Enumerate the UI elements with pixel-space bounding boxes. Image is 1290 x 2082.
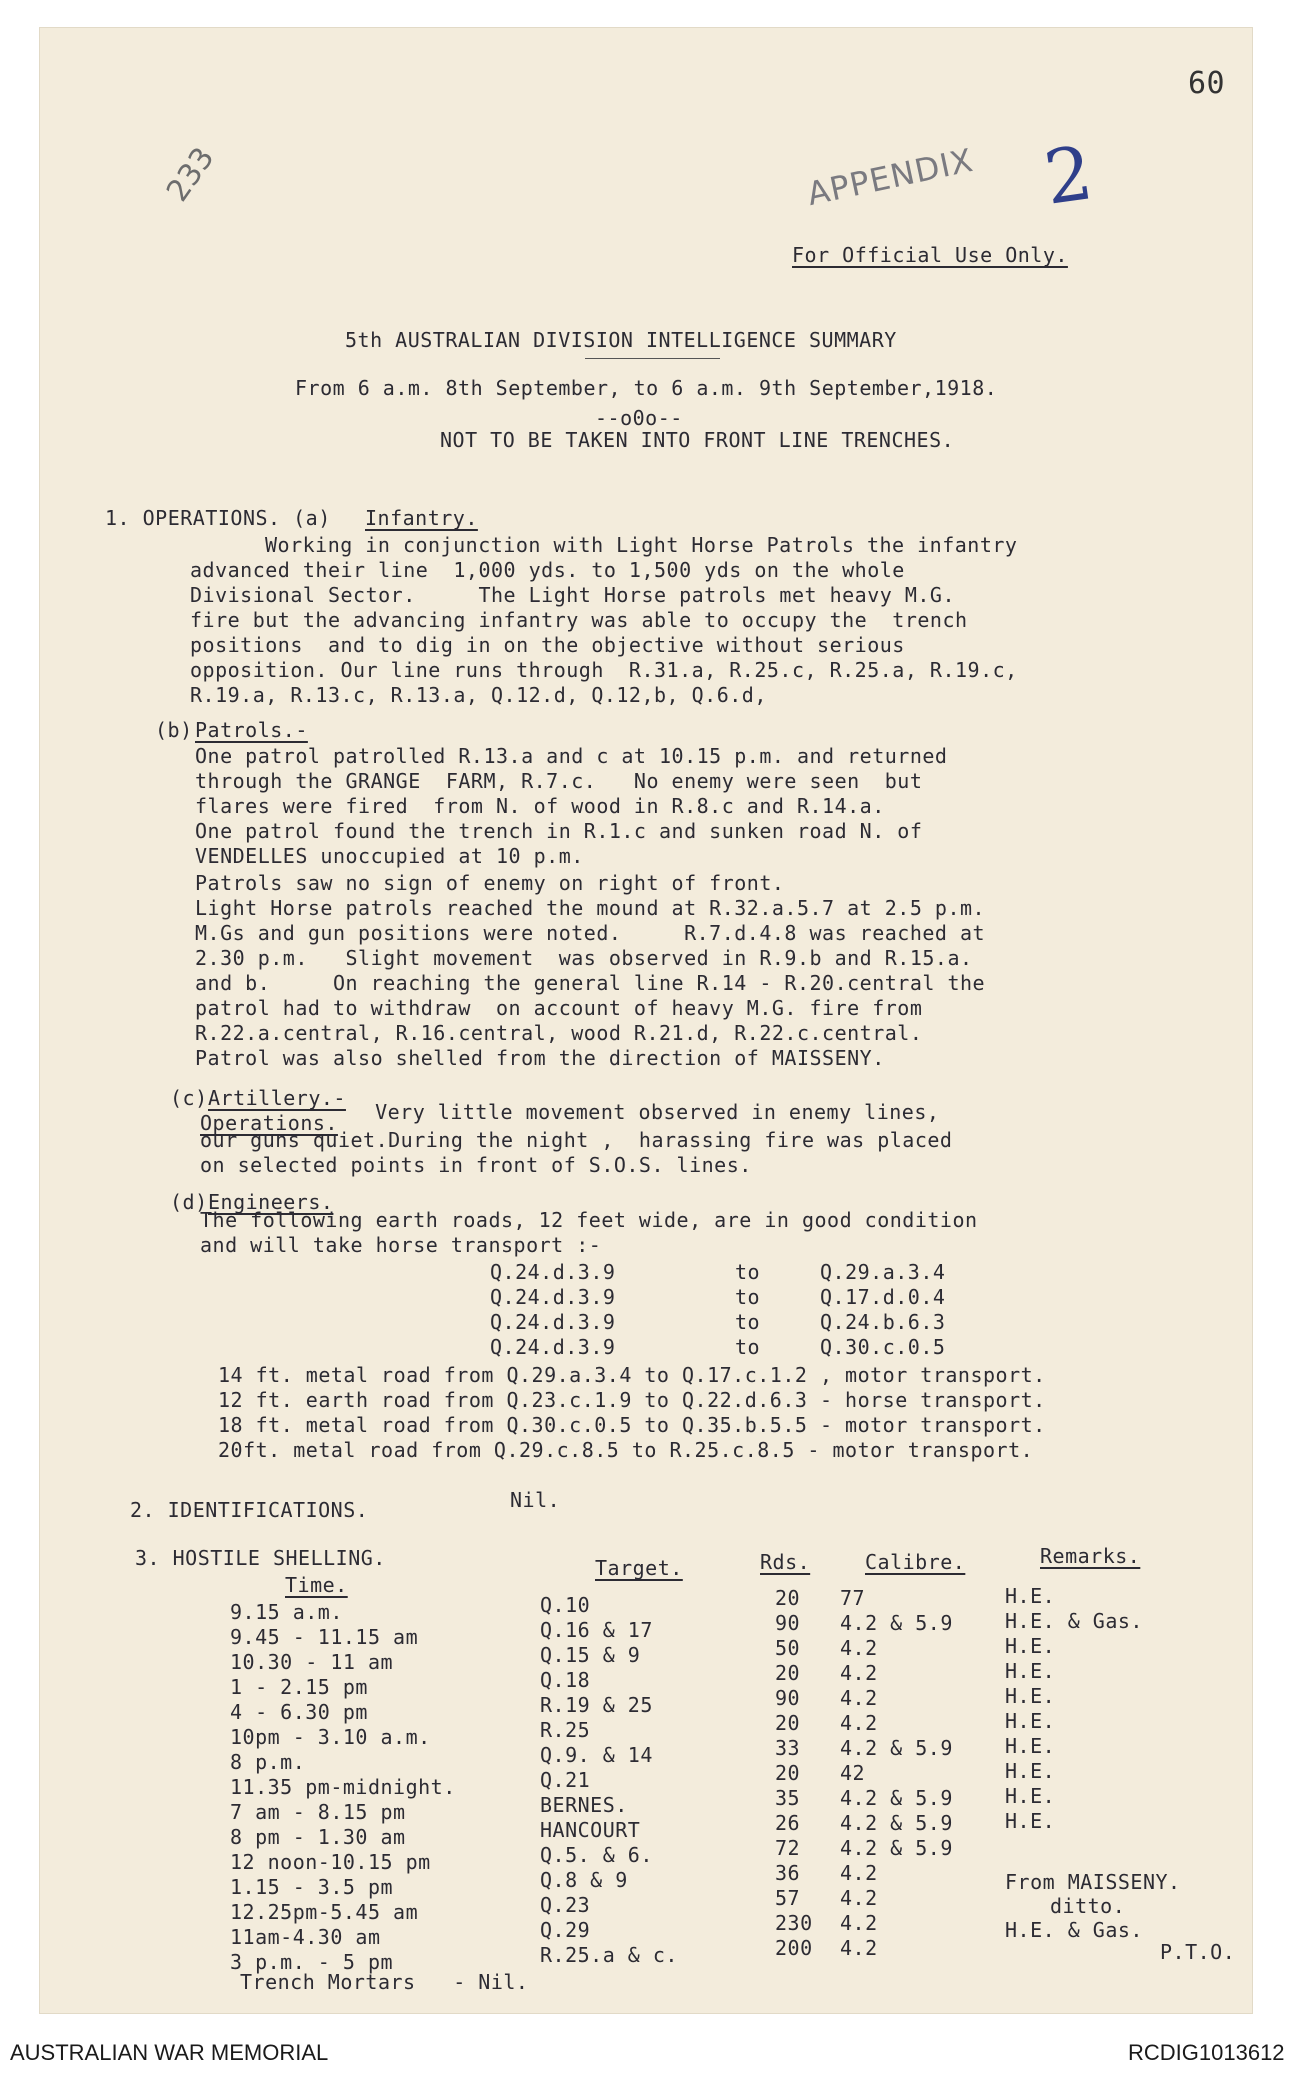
pto-note: P.T.O. xyxy=(1160,1940,1236,1964)
text-line: and will take horse transport :- xyxy=(200,1233,602,1257)
cell-calibre: 4.2 xyxy=(840,1911,878,1935)
cell-time: 12 noon-10.15 pm xyxy=(230,1850,431,1874)
text-line: advanced their line 1,000 yds. to 1,500 yds on the whole xyxy=(190,558,905,582)
cell-target: Q.5. & 6. xyxy=(540,1843,653,1867)
cell-target: Q.18 xyxy=(540,1668,591,1692)
period: From 6 a.m. 8th September, to 6 a.m. 9th September,1918. xyxy=(295,376,998,400)
cell-time: 11am-4.30 am xyxy=(230,1925,381,1949)
cell-calibre: 4.2 xyxy=(840,1861,878,1885)
document-sheet xyxy=(40,28,1252,2013)
cell-remarks: H.E. xyxy=(1005,1734,1056,1758)
classification: For Official Use Only. xyxy=(792,243,1068,267)
cell-time: 9.45 - 11.15 am xyxy=(230,1625,419,1649)
text-line: 20ft. metal road from Q.29.c.8.5 to R.25.c.8.5 - motor transport. xyxy=(218,1438,1034,1462)
cell-rds: 20 xyxy=(775,1711,801,1735)
cell-calibre: 4.2 & 5.9 xyxy=(840,1811,953,1835)
cell-rds: 90 xyxy=(775,1686,801,1710)
cell-time: 10pm - 3.10 a.m. xyxy=(230,1725,431,1749)
appendix-stamp: APPENDIX xyxy=(803,140,977,214)
artillery-subheading: Operations. xyxy=(200,1111,338,1135)
cell-rds: 33 xyxy=(775,1736,801,1760)
road-to-word: to xyxy=(735,1335,761,1359)
text-line: on selected points in front of S.O.S. lines. xyxy=(200,1153,752,1177)
cell-rds: 57 xyxy=(775,1886,801,1910)
identifications-value: Nil. xyxy=(510,1488,561,1512)
cell-time: 7 am - 8.15 pm xyxy=(230,1800,406,1824)
road-to-word: to xyxy=(735,1310,761,1334)
cell-target: R.19 & 25 xyxy=(540,1693,653,1717)
cell-target: Q.10 xyxy=(540,1593,591,1617)
text-line: 12 ft. earth road from Q.23.c.1.9 to Q.22.d.6.3 - horse transport. xyxy=(218,1388,1046,1412)
text-line: 2.30 p.m. Slight movement was observed in R.9.b and R.15.a. xyxy=(195,946,973,970)
text-line: our guns quiet.During the night , harassing fire was placed xyxy=(200,1128,953,1152)
cell-time: 10.30 - 11 am xyxy=(230,1650,394,1674)
road-from: Q.24.d.3.9 xyxy=(490,1285,616,1309)
separator: --o0o-- xyxy=(595,406,683,430)
cell-rds: 36 xyxy=(775,1861,801,1885)
column-header-time: Time. xyxy=(285,1573,348,1597)
cell-remarks: H.E. xyxy=(1005,1809,1056,1833)
footer-source: AUSTRALIAN WAR MEMORIAL xyxy=(10,2040,329,2065)
cell-remarks: H.E. xyxy=(1005,1784,1056,1808)
warning: NOT TO BE TAKEN INTO FRONT LINE TRENCHES. xyxy=(440,428,955,452)
cell-target: Q.23 xyxy=(540,1893,591,1917)
cell-target: Q.16 & 17 xyxy=(540,1618,653,1642)
cell-remarks: H.E. & Gas. xyxy=(1005,1609,1143,1633)
text-line: One patrol patrolled R.13.a and c at 10.15 p.m. and returned xyxy=(195,744,948,768)
text-line: VENDELLES unoccupied at 10 p.m. xyxy=(195,844,584,868)
road-to-word: to xyxy=(735,1285,761,1309)
cell-remarks: H.E. xyxy=(1005,1584,1056,1608)
cell-time: 8 p.m. xyxy=(230,1750,306,1774)
cell-time: 3 p.m. - 5 pm xyxy=(230,1950,394,1974)
text-line: and b. On reaching the general line R.14 - R.20.central the xyxy=(195,971,986,995)
cell-rds: 26 xyxy=(775,1811,801,1835)
cell-rds: 90 xyxy=(775,1611,801,1635)
text-line: through the GRANGE FARM, R.7.c. No enemy were seen but xyxy=(195,769,923,793)
cell-target: Q.9. & 14 xyxy=(540,1743,653,1767)
cell-target: Q.8 & 9 xyxy=(540,1868,628,1892)
cell-rds: 35 xyxy=(775,1786,801,1810)
footer-reference: RCDIG1013612 xyxy=(1128,2040,1285,2065)
cell-time: 9.15 a.m. xyxy=(230,1600,343,1624)
cell-remarks: H.E. xyxy=(1005,1634,1056,1658)
cell-target: Q.15 & 9 xyxy=(540,1643,641,1667)
cell-rds: 20 xyxy=(775,1761,801,1785)
cell-target: HANCOURT xyxy=(540,1818,641,1842)
text-line: 18 ft. metal road from Q.30.c.0.5 to Q.35.b.5.5 - motor transport. xyxy=(218,1413,1046,1437)
cell-time: 11.35 pm-midnight. xyxy=(230,1775,456,1799)
cell-rds: 50 xyxy=(775,1636,801,1660)
road-to-word: to xyxy=(735,1260,761,1284)
cell-calibre: 4.2 xyxy=(840,1936,878,1960)
cell-calibre: 4.2 & 5.9 xyxy=(840,1611,953,1635)
road-from: Q.24.d.3.9 xyxy=(490,1310,616,1334)
text-line: Patrols saw no sign of enemy on right of front. xyxy=(195,871,785,895)
cell-calibre: 4.2 & 5.9 xyxy=(840,1736,953,1760)
cell-rds: 20 xyxy=(775,1661,801,1685)
cell-target: Q.21 xyxy=(540,1768,591,1792)
road-from: Q.24.d.3.9 xyxy=(490,1260,616,1284)
document-title: 5th AUSTRALIAN DIVISION INTELLIGENCE SUMMARY xyxy=(345,328,897,352)
artillery-label: Artillery.- xyxy=(208,1086,346,1110)
patrols-label: Patrols.- xyxy=(195,718,308,742)
cell-time: 4 - 6.30 pm xyxy=(230,1700,368,1724)
text-line: Divisional Sector. The Light Horse patrols met heavy M.G. xyxy=(190,583,956,607)
cell-remarks: H.E. & Gas. xyxy=(1005,1918,1143,1942)
cell-time: 1 - 2.15 pm xyxy=(230,1675,368,1699)
cell-remarks: H.E. xyxy=(1005,1684,1056,1708)
identifications-heading: 2. IDENTIFICATIONS. xyxy=(130,1498,369,1522)
text-line: Light Horse patrols reached the mound at R.32.a.5.7 at 2.5 p.m. xyxy=(195,896,986,920)
cell-rds: 230 xyxy=(775,1911,813,1935)
handwritten-appendix-number: 2 xyxy=(1039,130,1098,222)
operations-heading: 1. OPERATIONS. (a) xyxy=(105,506,331,530)
title-underline xyxy=(585,358,720,359)
text-line: flares were fired from N. of wood in R.8.c and R.14.a. xyxy=(195,794,885,818)
artillery-prefix: (c) xyxy=(170,1086,208,1110)
cell-time: 12.25pm-5.45 am xyxy=(230,1900,419,1924)
cell-rds: 200 xyxy=(775,1936,813,1960)
text-line: Patrol was also shelled from the direction of MAISSENY. xyxy=(195,1046,885,1070)
cell-calibre: 4.2 xyxy=(840,1886,878,1910)
text-line: Very little movement observed in enemy lines, xyxy=(350,1100,940,1124)
text-line: positions and to dig in on the objective without serious xyxy=(190,633,905,657)
cell-rds: 20 xyxy=(775,1586,801,1610)
pencil-number: 233 xyxy=(160,141,222,209)
cell-remarks: ditto. xyxy=(1050,1894,1126,1918)
text-line: M.Gs and gun positions were noted. R.7.d.4.8 was reached at xyxy=(195,921,986,945)
engineers-prefix: (d) xyxy=(170,1190,208,1214)
column-header-target: Target. xyxy=(595,1556,683,1580)
road-to: Q.30.c.0.5 xyxy=(820,1335,946,1359)
cell-remarks: From MAISSENY. xyxy=(1005,1870,1181,1894)
text-line: One patrol found the trench in R.1.c and sunken road N. of xyxy=(195,819,923,843)
infantry-label: Infantry. xyxy=(365,506,478,530)
column-header-calibre: Calibre. xyxy=(865,1550,966,1574)
text-line: opposition. Our line runs through R.31.a, R.25.c, R.25.a, R.19.c, xyxy=(190,658,1018,682)
text-line: 14 ft. metal road from Q.29.a.3.4 to Q.17.c.1.2 , motor transport. xyxy=(218,1363,1046,1387)
page-number: 60 xyxy=(1188,66,1226,101)
cell-time: 1.15 - 3.5 pm xyxy=(230,1875,394,1899)
column-header-remarks: Remarks. xyxy=(1040,1544,1141,1568)
cell-remarks: H.E. xyxy=(1005,1709,1056,1733)
patrols-prefix: (b) xyxy=(155,718,193,742)
text-line: patrol had to withdraw on account of heavy M.G. fire from xyxy=(195,996,923,1020)
cell-time: 8 pm - 1.30 am xyxy=(230,1825,406,1849)
cell-rds: 72 xyxy=(775,1836,801,1860)
cell-target: Q.29 xyxy=(540,1918,591,1942)
cell-remarks: H.E. xyxy=(1005,1759,1056,1783)
engineers-label: Engineers. xyxy=(208,1190,334,1214)
cell-target: R.25 xyxy=(540,1718,591,1742)
cell-target: R.25.a & c. xyxy=(540,1943,678,1967)
text-line: R.22.a.central, R.16.central, wood R.21.d, R.22.c.central. xyxy=(195,1021,923,1045)
cell-calibre: 4.2 xyxy=(840,1661,878,1685)
cell-calibre: 77 xyxy=(840,1586,866,1610)
trench-mortars: Trench Mortars - Nil. xyxy=(240,1970,529,1994)
cell-calibre: 4.2 & 5.9 xyxy=(840,1836,953,1860)
cell-calibre: 4.2 xyxy=(840,1711,878,1735)
shelling-heading: 3. HOSTILE SHELLING. xyxy=(135,1546,386,1570)
text-line: fire but the advancing infantry was able to occupy the trench xyxy=(190,608,968,632)
cell-target: BERNES. xyxy=(540,1793,628,1817)
text-line: The following earth roads, 12 feet wide, are in good condition xyxy=(200,1208,978,1232)
cell-calibre: 42 xyxy=(840,1761,866,1785)
cell-calibre: 4.2 xyxy=(840,1636,878,1660)
text-line: R.19.a, R.13.c, R.13.a, Q.12.d, Q.12,b, Q.6.d, xyxy=(190,683,767,707)
text-line: Working in conjunction with Light Horse Patrols the infantry xyxy=(265,533,1018,557)
road-to: Q.29.a.3.4 xyxy=(820,1260,946,1284)
road-to: Q.24.b.6.3 xyxy=(820,1310,946,1334)
cell-remarks: H.E. xyxy=(1005,1659,1056,1683)
column-header-rds: Rds. xyxy=(760,1550,811,1574)
cell-calibre: 4.2 xyxy=(840,1686,878,1710)
cell-calibre: 4.2 & 5.9 xyxy=(840,1786,953,1810)
road-from: Q.24.d.3.9 xyxy=(490,1335,616,1359)
road-to: Q.17.d.0.4 xyxy=(820,1285,946,1309)
